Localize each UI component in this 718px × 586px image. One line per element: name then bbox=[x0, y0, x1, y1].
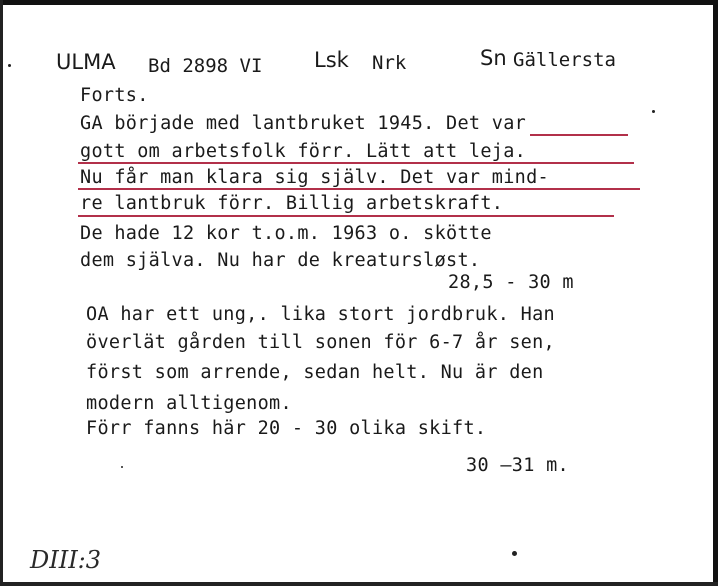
text-line-4: Nu får man klara sig själv. Det var mind- bbox=[80, 167, 549, 188]
text-line-6: De hade 12 kor t.o.m. 1963 o. skötte bbox=[80, 223, 492, 244]
card-border-right bbox=[713, 0, 718, 586]
underline-1 bbox=[530, 134, 628, 136]
text-line-12: modern alltigenom. bbox=[86, 393, 292, 414]
text-line-7: dem själva. Nu har de kreatursløst. bbox=[80, 250, 481, 271]
text-line-13: Förr fanns här 20 - 30 olika skift. bbox=[86, 418, 487, 439]
text-line-2: GA började med lantbruket 1945. Det var bbox=[80, 113, 527, 134]
text-line-measure-1: 28,5 - 30 m bbox=[448, 272, 574, 293]
header-district: Nrk bbox=[372, 52, 407, 74]
underline-3 bbox=[78, 188, 640, 190]
card-border-bottom bbox=[0, 582, 718, 586]
header-parish: Gällersta bbox=[513, 49, 616, 71]
underline-2 bbox=[78, 162, 634, 164]
text-line-1: Forts. bbox=[80, 85, 149, 106]
text-line-10: överlät gården till sonen för 6-7 år sen, bbox=[86, 332, 555, 353]
header-volume: Bd 2898 VI bbox=[148, 55, 263, 77]
underline-4 bbox=[78, 215, 614, 217]
stray-dot bbox=[8, 64, 11, 67]
text-line-9: OA har ett ung,. lika stort jordbruk. Han bbox=[86, 304, 555, 325]
card-border-left bbox=[0, 0, 3, 586]
stray-dot bbox=[512, 551, 517, 556]
header-place: ULMA bbox=[56, 50, 116, 74]
header-parish-prefix: Sn bbox=[480, 46, 507, 70]
text-line-5: re lantbruk förr. Billig arbetskraft. bbox=[80, 193, 504, 214]
text-line-3: gott om arbetsfolk förr. Lätt att leja. bbox=[80, 141, 527, 162]
stray-dot bbox=[121, 466, 123, 468]
corner-note: DIII:3 bbox=[30, 546, 102, 574]
text-line-measure-2: 30 —31 m. bbox=[466, 455, 569, 476]
card-border-top bbox=[0, 0, 718, 5]
text-line-11: först som arrende, sedan helt. Nu är den bbox=[86, 362, 544, 383]
header-province: Lsk bbox=[314, 48, 349, 72]
stray-dot bbox=[652, 110, 655, 113]
